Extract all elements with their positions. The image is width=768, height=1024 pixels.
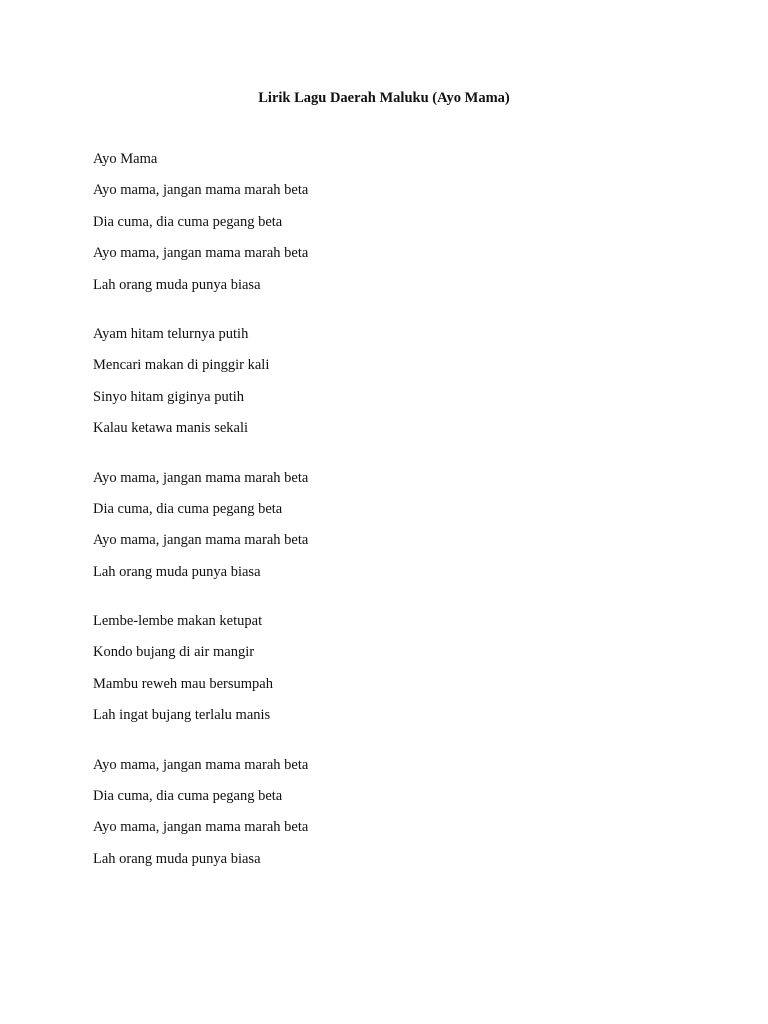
lyric-line: Ayo mama, jangan mama marah beta bbox=[93, 245, 309, 262]
lyric-line: Ayam hitam telurnya putih bbox=[93, 325, 249, 342]
lyric-line: Kondo bujang di air mangir bbox=[93, 644, 255, 661]
lyric-line: Lah orang muda punya biasa bbox=[93, 563, 261, 580]
lyric-line: Mencari makan di pinggir kali bbox=[93, 357, 270, 374]
lyric-line: Ayo mama, jangan mama marah beta bbox=[93, 182, 309, 199]
lyric-line: Lah orang muda punya biasa bbox=[93, 276, 261, 293]
lyric-line: Lah orang muda punya biasa bbox=[93, 850, 261, 867]
lyric-line: Dia cuma, dia cuma pegang beta bbox=[93, 213, 283, 230]
lyric-line: Mambu reweh mau bersumpah bbox=[93, 675, 273, 692]
lyric-line: Ayo mama, jangan mama marah beta bbox=[93, 469, 309, 486]
stanza-3 bbox=[93, 469, 693, 581]
stanza-2 bbox=[93, 325, 693, 437]
lyric-line: Ayo Mama bbox=[93, 151, 158, 167]
lyrics-body bbox=[93, 150, 693, 899]
lyric-line: Ayo mama, jangan mama marah beta bbox=[93, 819, 309, 836]
lyric-line: Dia cuma, dia cuma pegang beta bbox=[93, 788, 283, 805]
lyric-line: Ayo mama, jangan mama marah beta bbox=[93, 756, 309, 773]
lyric-line: Lembe-lembe makan ketupat bbox=[93, 613, 263, 630]
lyric-line: Dia cuma, dia cuma pegang beta bbox=[93, 500, 283, 517]
lyric-line: Ayo mama, jangan mama marah beta bbox=[93, 532, 309, 549]
stanza-4 bbox=[93, 612, 693, 724]
stanza-5 bbox=[93, 756, 693, 868]
stanza-1 bbox=[93, 150, 693, 294]
lyric-line: Lah ingat bujang terlalu manis bbox=[93, 707, 271, 724]
lyric-line: Sinyo hitam giginya putih bbox=[93, 388, 245, 405]
document-title: Lirik Lagu Daerah Maluku (Ayo Mama) bbox=[258, 90, 510, 106]
lyric-line: Kalau ketawa manis sekali bbox=[93, 420, 249, 437]
